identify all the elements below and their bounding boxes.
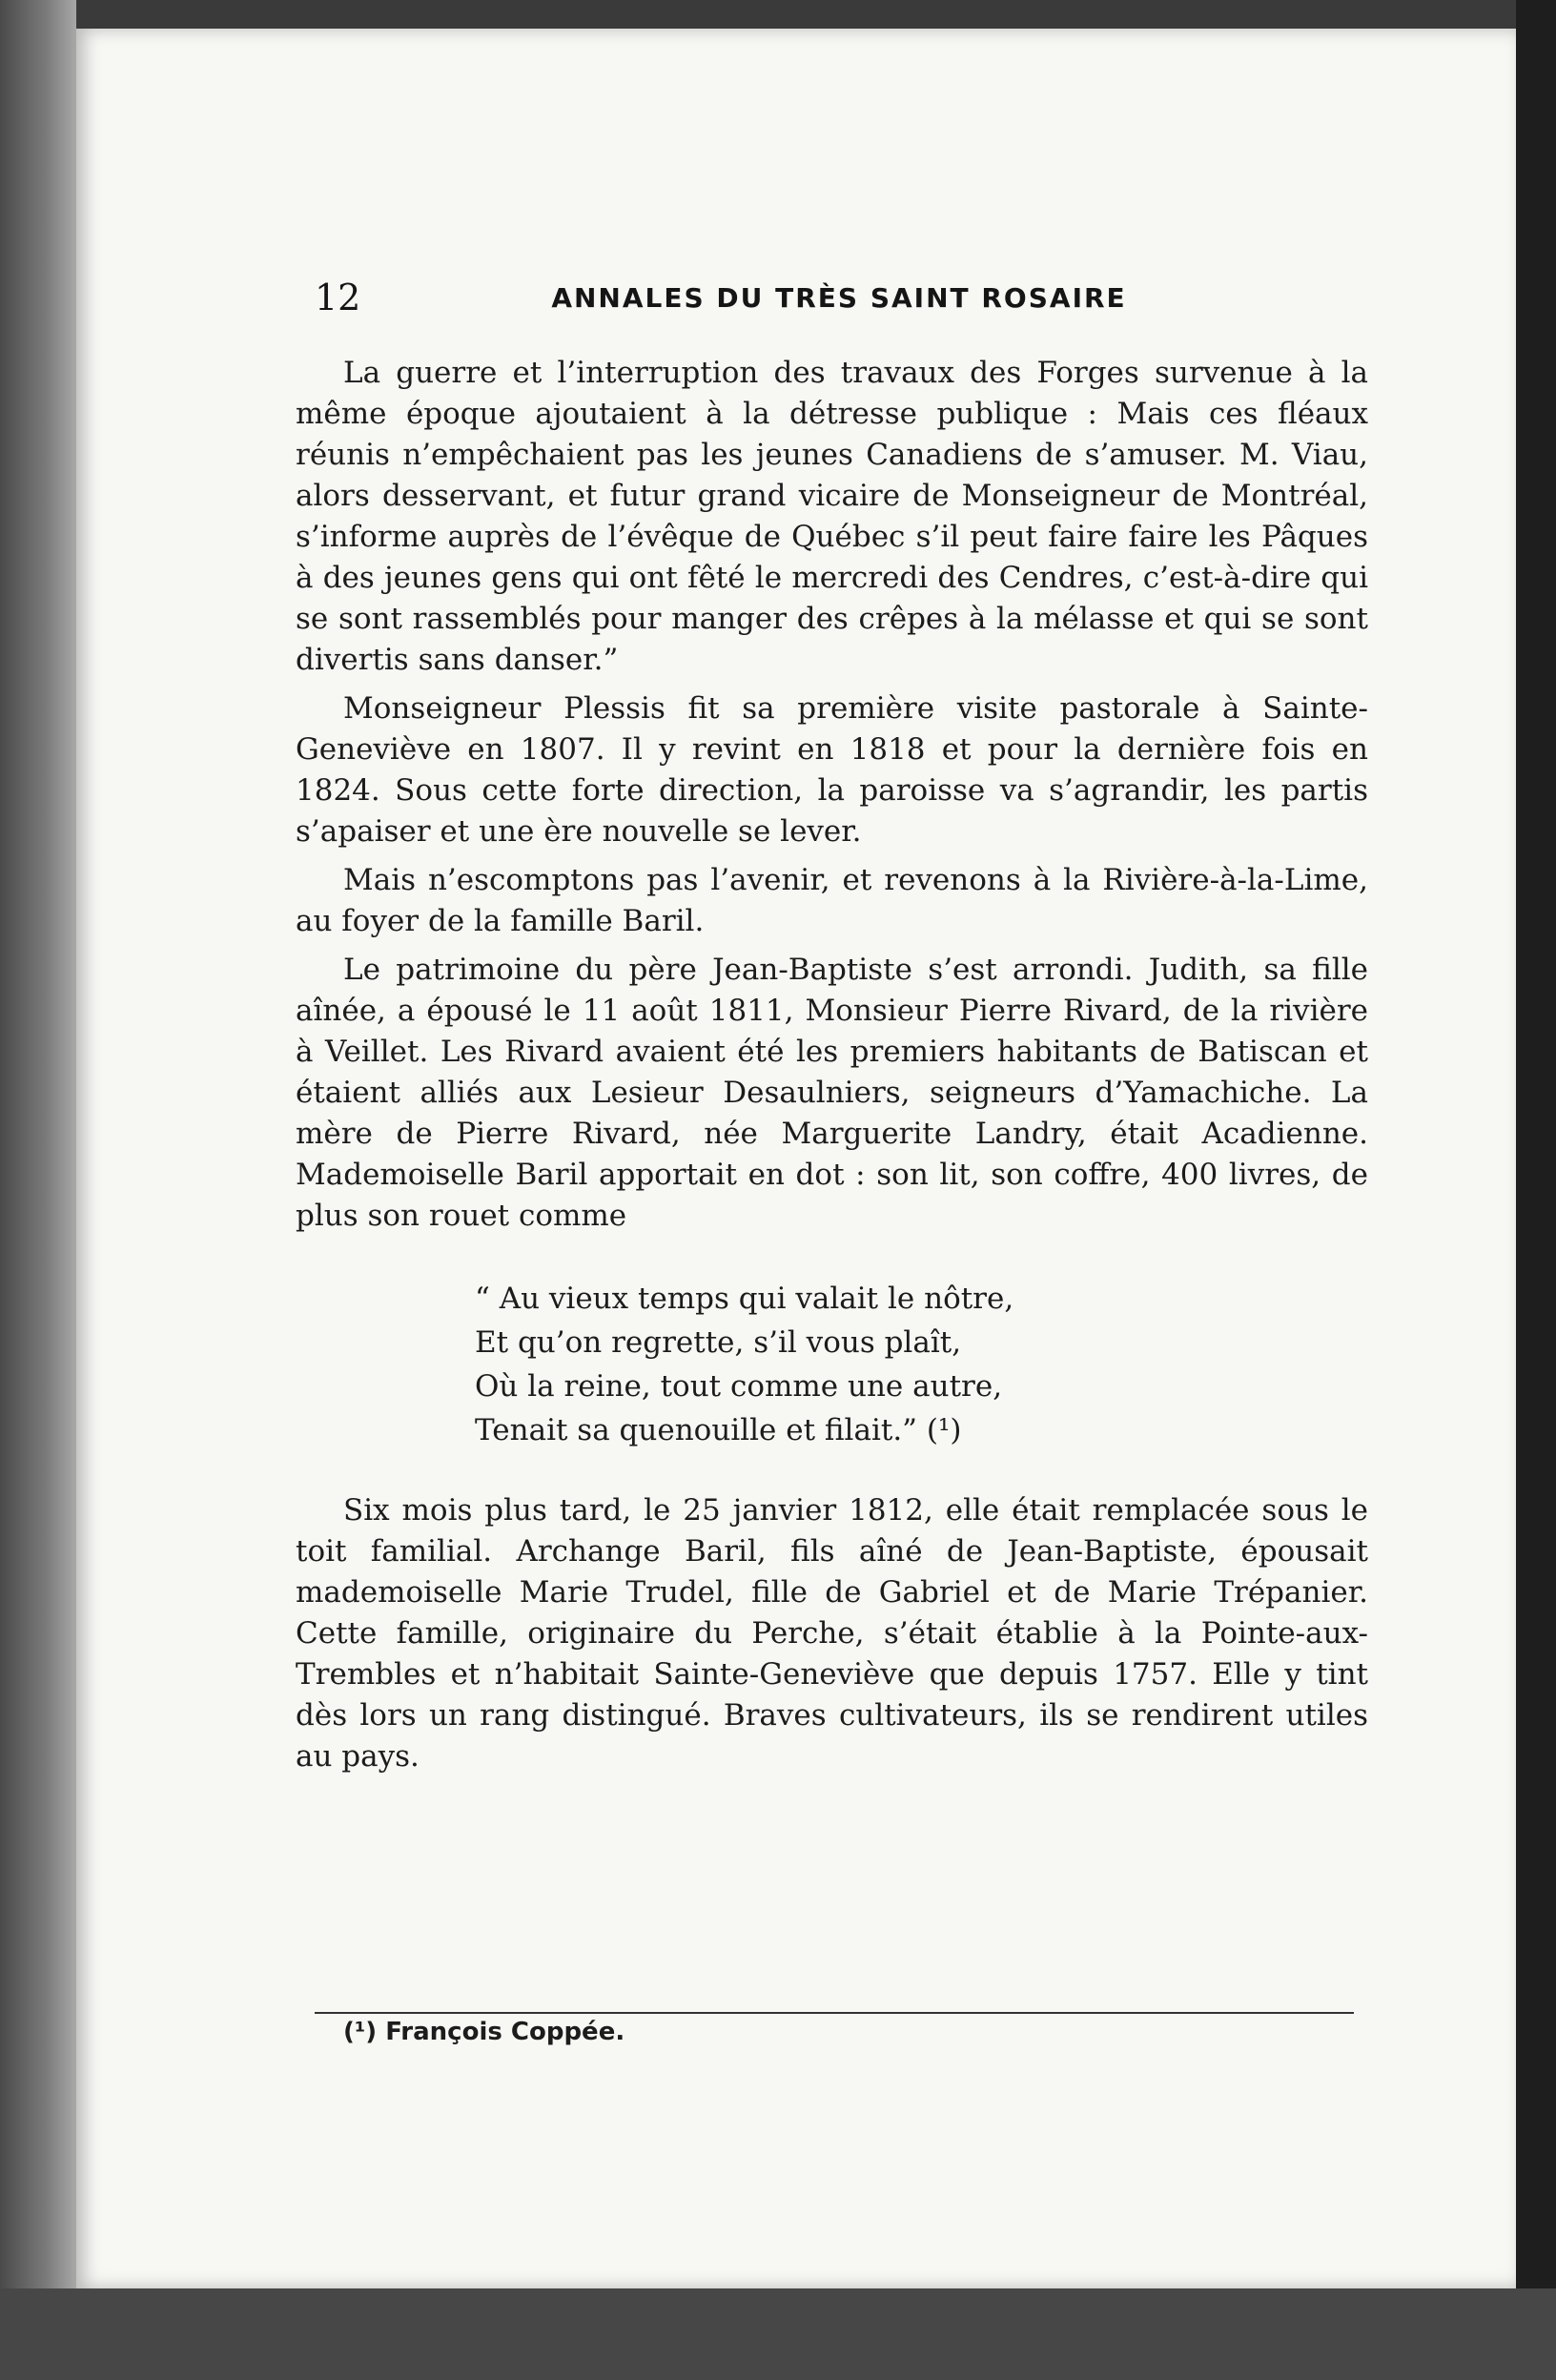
- page-header: [315, 277, 1363, 334]
- footnote: (¹) François Coppée.: [343, 2018, 625, 2046]
- body-text: [296, 353, 1368, 1785]
- paragraph-2: Monseigneur Plessis fit sa première visite pastorale à Sainte-Geneviève en 1807. Il y revint en 1818 et pour la dernière fois en 1824. Sous cette forte direction, la paroisse va s’agrandir, les partis s’apaiser et une ère nouvelle se lever.: [296, 691, 1368, 849]
- poem-line-1: “ Au vieux temps qui valait le nôtre,: [475, 1282, 1014, 1316]
- paragraph-1: La guerre et l’interruption des travaux des Forges survenue à la même époque ajoutaient à la détresse publique : Mais ces fléaux réunis n’empêchaient pas les jeunes Canadiens de s’amuser. M. Viau, alors desservant, et futur grand vicaire de Monseigneur de Montréal, s’informe auprès de l’évêque de Québec s’il peut faire faire les Pâques à des jeunes gens qui ont fêté le mercredi des Cendres, c’est-à-dire qui se sont rassemblés pour manger des crêpes à la mélasse et qui se sont divertis sans danser.”: [296, 356, 1368, 677]
- poem-quote: [475, 1277, 1368, 1452]
- scan-right-edge: [1516, 0, 1556, 2380]
- scan-top-edge: [0, 0, 1556, 29]
- scan-bottom-edge: [0, 2288, 1556, 2380]
- paragraph-4: Le patrimoine du père Jean-Baptiste s’est arrondi. Judith, sa fille aînée, a épousé le 11 août 1811, Monsieur Pierre Rivard, de la rivière à Veillet. Les Rivard avaient été les premiers habitants de Batiscan et étaient alliés aux Lesieur Desaulniers, seigneurs d’Yamachiche. La mère de Pierre Rivard, née Marguerite Landry, était Acadienne. Mademoiselle Baril apportait en dot : son lit, son coffre, 400 livres, de plus son rouet comme: [296, 953, 1368, 1233]
- closing-paragraph: Six mois plus tard, le 25 janvier 1812, elle était remplacée sous le toit familial. Archange Baril, fils aîné de Jean-Baptiste, épousait mademoiselle Marie Trudel, fille de Gabriel et de Marie Trépanier. Cette famille, originaire du Perche, s’était établie à la Pointe-aux-Trembles et n’habitait Sainte-Geneviève que depuis 1757. Elle y tint dès lors un rang distingué. Braves cultivateurs, ils se rendirent utiles au pays.: [296, 1493, 1368, 1774]
- scan-left-edge: [0, 0, 76, 2380]
- page-number: 12: [315, 277, 361, 318]
- poem-line-4: Tenait sa quenouille et filait.” (¹): [475, 1413, 962, 1447]
- poem-line-2: Et qu’on regrette, s’il vous plaît,: [475, 1325, 962, 1360]
- poem-line-3: Où la reine, tout comme une autre,: [475, 1369, 1003, 1404]
- footnote-divider: [315, 2012, 1354, 2014]
- paragraph-3: Mais n’escomptons pas l’avenir, et revenons à la Rivière-à-la-Lime, au foyer de la famille Baril.: [296, 863, 1368, 938]
- running-title: ANNALES DU TRÈS SAINT ROSAIRE: [551, 282, 1127, 314]
